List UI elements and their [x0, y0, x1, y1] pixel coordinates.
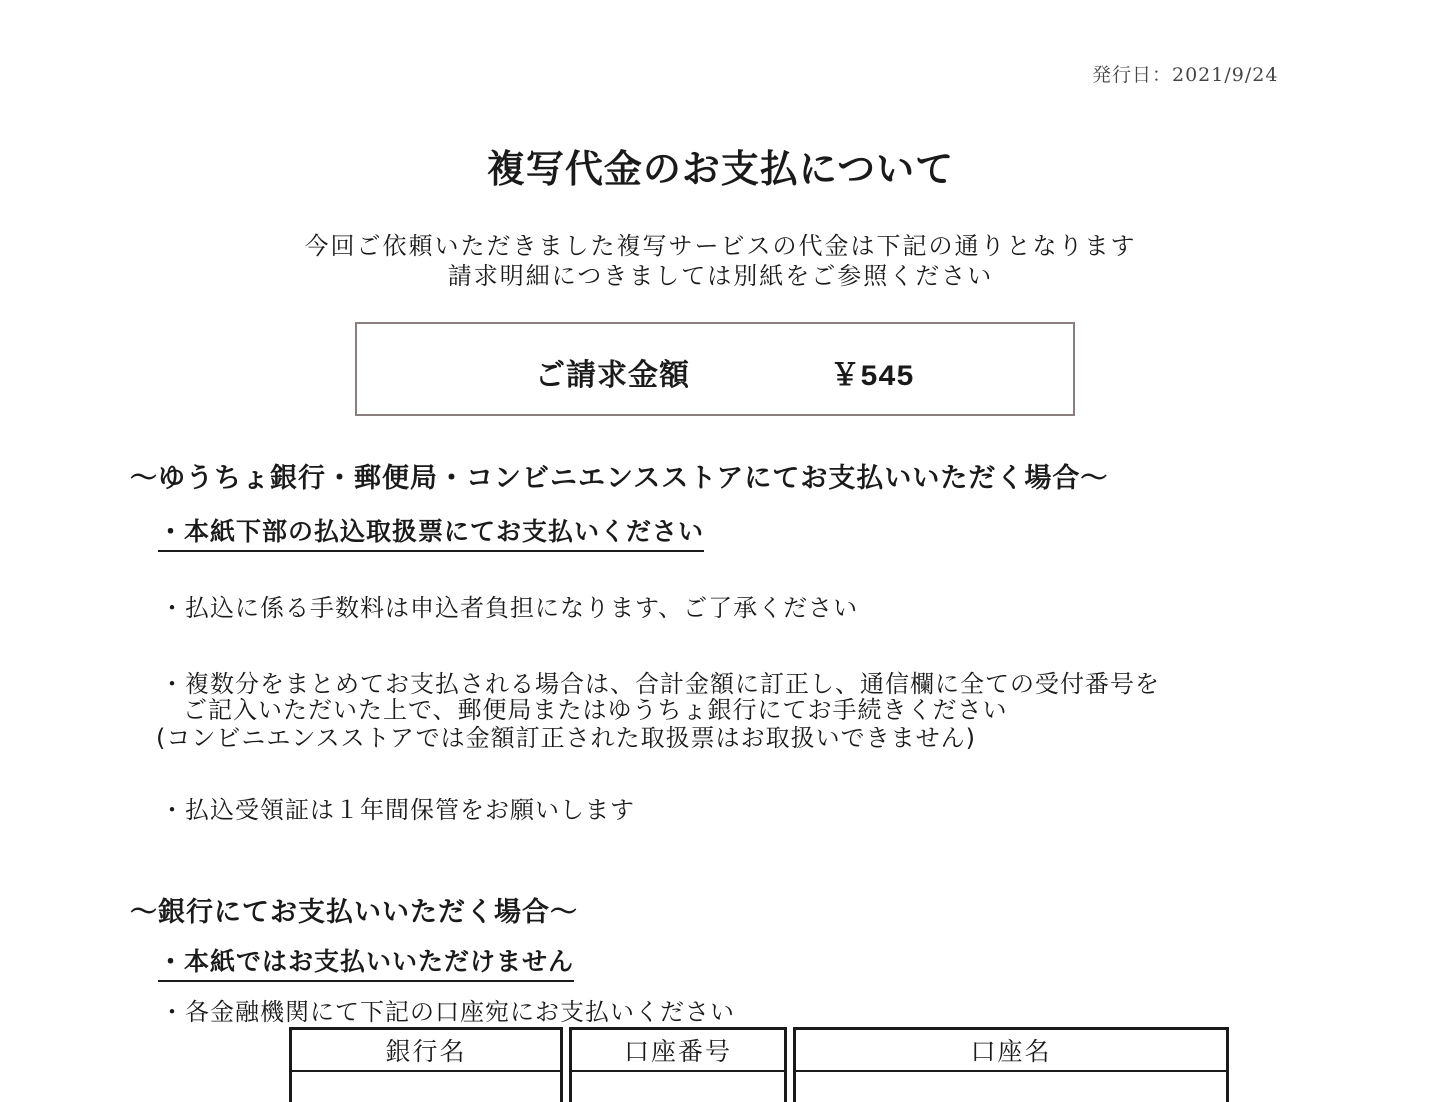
- receipt-note: ・払込受領証は１年間保管をお願いします: [160, 796, 635, 824]
- multi-payment-note-3: (コンビニエンスストアでは金額訂正された取扱票はお取扱いできません): [156, 724, 977, 752]
- document-title: 複写代金のお支払について: [486, 147, 955, 191]
- multi-payment-note-2: ご記入いただいた上で、郵便局またはゆうちょ銀行にてお手続きください: [183, 696, 1008, 724]
- section-post-instruction: ・本紙下部の払込取扱票にてお支払いください: [158, 512, 704, 552]
- amount-box: [355, 322, 1075, 416]
- bank-name-header: 銀行名: [289, 1027, 563, 1072]
- account-number-header: 口座番号: [569, 1027, 787, 1072]
- amount-label: ご請求金額: [535, 358, 690, 393]
- bank-account-table: [283, 1027, 1235, 1102]
- account-number-cell: [569, 1072, 787, 1102]
- issue-date: 発行日：2021/9/24: [1092, 64, 1279, 86]
- intro-line-1: 今回ご依頼いただきました複写サービスの代金は下記の通りとなります: [304, 232, 1137, 260]
- section-bank-instruction: ・本紙ではお支払いいただけません: [158, 942, 574, 982]
- table-row: [289, 1072, 1229, 1102]
- section-post-heading: ～ゆうちょ銀行・郵便局・コンビニエンスストアにてお支払いいただく場合～: [130, 463, 1109, 494]
- fee-note: ・払込に係る手数料は申込者負担になります、ご了承ください: [160, 594, 859, 622]
- account-name-header: 口座名: [793, 1027, 1229, 1072]
- account-name-cell: [793, 1072, 1229, 1102]
- bank-transfer-note: ・各金融機関にて下記の口座宛にお支払いください: [160, 998, 735, 1026]
- section-bank-heading: ～銀行にてお支払いいただく場合～: [130, 897, 578, 928]
- amount-value: ￥545: [830, 361, 915, 395]
- intro-line-2: 請求明細につきましては別紙をご参照ください: [447, 262, 994, 290]
- multi-payment-note-1: ・複数分をまとめてお支払される場合は、合計金額に訂正し、通信欄に全ての受付番号を: [160, 670, 1160, 698]
- bank-name-cell: [289, 1072, 563, 1102]
- table-header-row: [289, 1027, 1229, 1072]
